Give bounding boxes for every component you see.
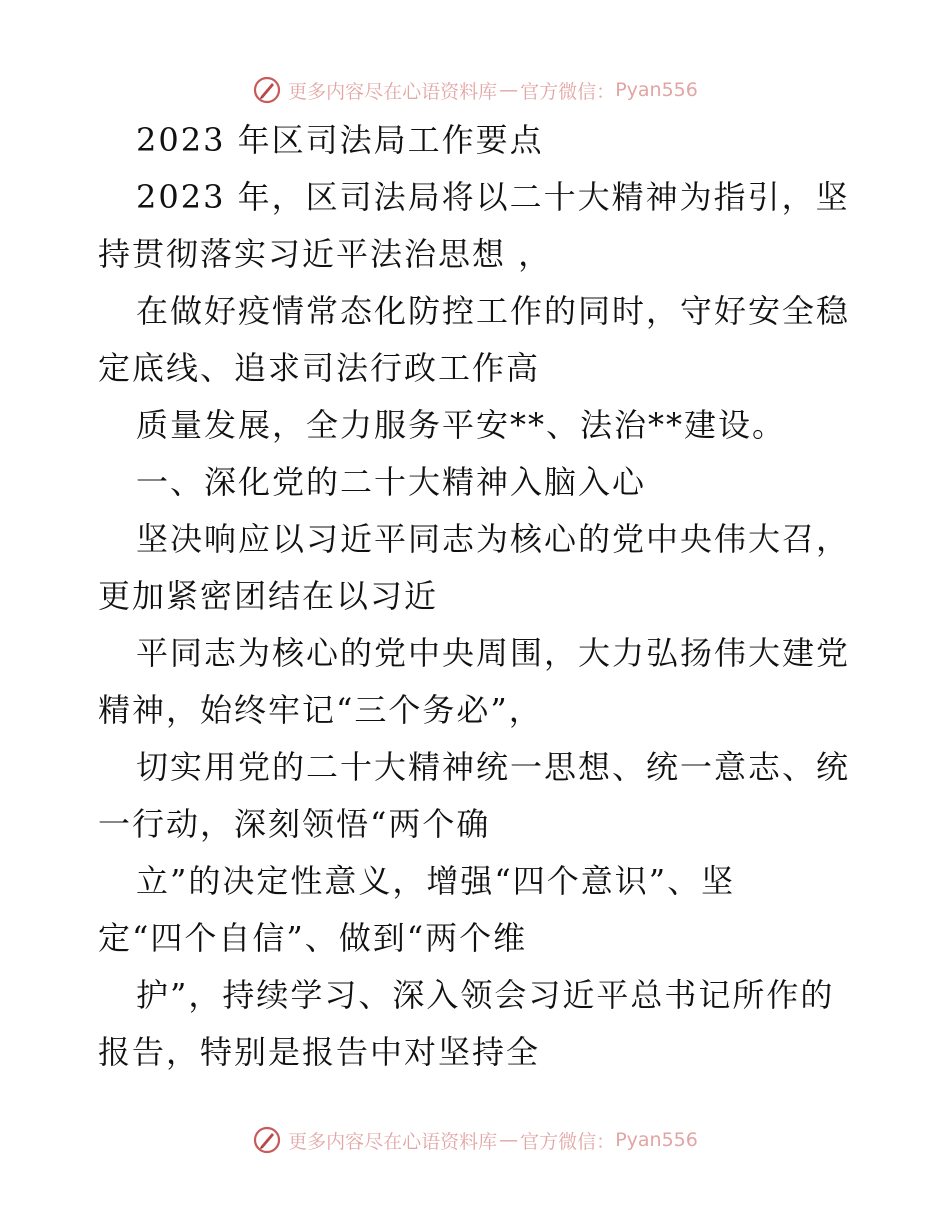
paragraph-line: 定底线、追求司法行政工作高	[98, 349, 541, 387]
document-body	[98, 120, 858, 1089]
paragraph-line: 护”，持续学习、深入领会习近平总书记所作的	[136, 976, 835, 1014]
watermark-wechat-id: Pyan556	[615, 79, 698, 101]
paragraph-line: 定“四个自信”、做到“两个维	[98, 919, 528, 957]
paragraph-line: 平同志为核心的党中央周围，大力弘扬伟大建党	[136, 634, 851, 672]
paragraph-line: 报告，特别是报告中对坚持全	[98, 1033, 541, 1071]
paragraph-line: 更加紧密团结在以习近	[98, 577, 439, 615]
paragraph-line: 切实用党的二十大精神统一思想、统一意志、统	[136, 748, 851, 786]
paragraph-line: 一行动，深刻领悟“两个确	[98, 805, 491, 843]
watermark-text: 更多内容尽在心语资料库	[288, 80, 498, 103]
watermark-wechat-label: 官方微信：	[520, 80, 616, 103]
header-watermark	[0, 70, 950, 110]
paragraph-line: 精神，始终牢记“三个务必”，	[98, 691, 543, 729]
watermark-wechat-id: Pyan556	[615, 1129, 698, 1151]
quill-seal-icon	[252, 75, 282, 105]
quill-seal-icon	[252, 1125, 282, 1155]
footer-watermark	[0, 1120, 950, 1160]
watermark-separator: —	[499, 1129, 519, 1151]
section-heading: 一、深化党的二十大精神入脑入心	[136, 463, 647, 501]
watermark-wechat-label: 官方微信：	[520, 1130, 616, 1153]
paragraph-line: 在做好疫情常态化防控工作的同时，守好安全稳	[136, 292, 851, 330]
paragraph-line: 立”的决定性意义，增强“四个意识”、坚	[136, 862, 736, 900]
watermark-text: 更多内容尽在心语资料库	[288, 1130, 498, 1153]
paragraph-line: 持贯彻落实习近平法治思想 ，	[98, 235, 553, 273]
paragraph-line: 坚决响应以习近平同志为核心的党中央伟大召，	[136, 520, 851, 558]
watermark-separator: —	[499, 79, 519, 101]
paragraph-line: 2023 年，区司法局将以二十大精神为指引，坚	[136, 178, 850, 216]
document-title: 2023 年区司法局工作要点	[136, 121, 544, 159]
paragraph-line: 质量发展，全力服务平安**、法治**建设。	[136, 406, 787, 444]
